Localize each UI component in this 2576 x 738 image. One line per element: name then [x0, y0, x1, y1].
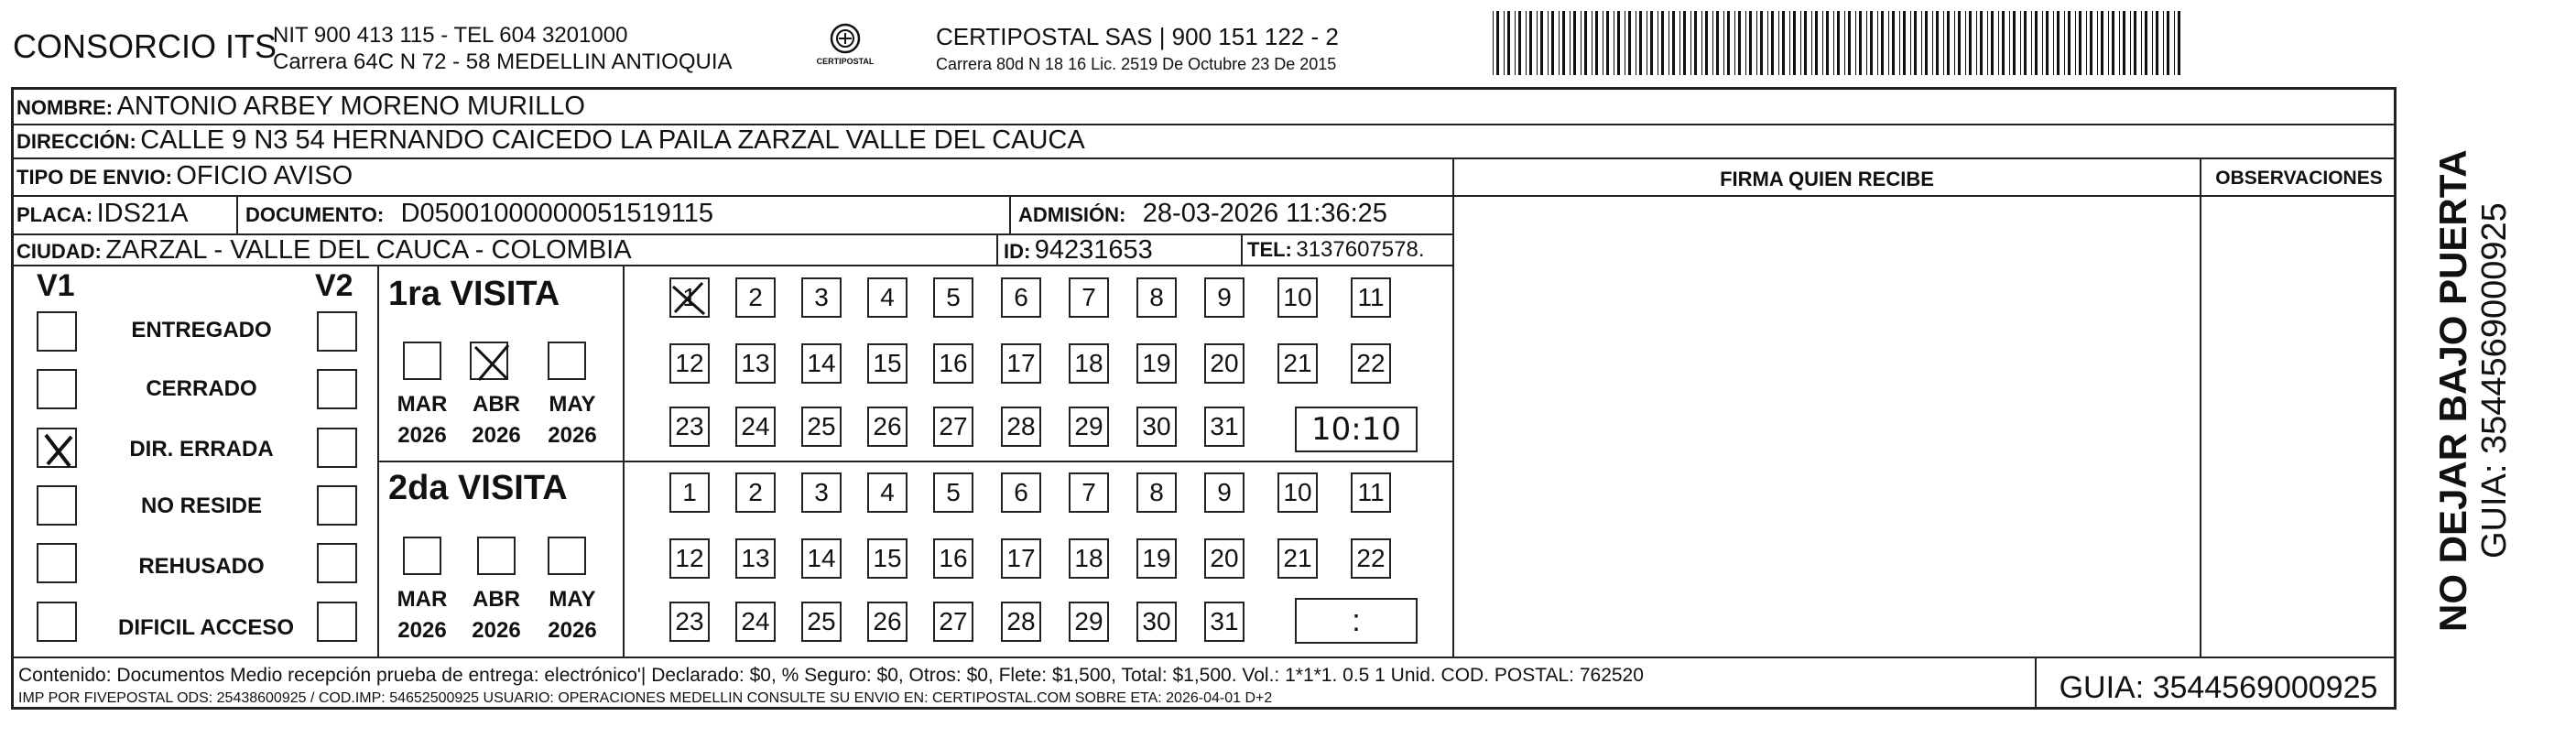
barcode-bar — [2020, 11, 2021, 75]
barcode-bar — [1822, 11, 1823, 75]
day-box-20[interactable]: 20 — [1204, 343, 1245, 384]
col-divider — [2035, 657, 2037, 710]
day-box-10[interactable]: 10 — [1277, 472, 1318, 513]
footer-info-line: IMP POR FIVEPOSTAL ODS: 25438600925 / COD.IMP: 54652500925 USUARIO: OPERACIONES MEDELLIN CONSULTE SU ENVIO EN: CERTIPOSTAL.COM SOBRE ETA: 2026-04-01 D+2 — [18, 690, 1273, 706]
day-box-15[interactable]: 15 — [867, 343, 908, 384]
barcode-bar — [1947, 11, 1950, 75]
barcode-bar — [1870, 11, 1873, 75]
admision-row — [1018, 199, 1387, 229]
barcode-bar — [1537, 11, 1538, 75]
row-divider — [11, 195, 1452, 197]
barcode-bar — [2079, 11, 2081, 75]
v1-checkbox-entregado[interactable] — [37, 311, 77, 352]
day-box-25[interactable]: 25 — [801, 602, 842, 642]
barcode-bar — [1815, 11, 1818, 75]
barcode-bar — [1789, 11, 1790, 75]
day-box-1[interactable]: 1 — [669, 277, 710, 318]
barcode-bar — [1954, 11, 1955, 75]
col-divider — [1009, 195, 1011, 233]
nombre-row — [16, 92, 585, 122]
barcode-bar — [1811, 11, 1812, 75]
day-box-14[interactable]: 14 — [801, 538, 842, 579]
status-label: ENTREGADO — [131, 318, 272, 342]
day-box-24[interactable]: 24 — [735, 407, 776, 447]
second-visit-month-abr[interactable] — [477, 537, 516, 575]
barcode-bar — [2156, 11, 2158, 75]
day-box-19[interactable]: 19 — [1136, 343, 1177, 384]
barcode-bar — [1991, 11, 1994, 75]
day-box-27[interactable]: 27 — [933, 602, 973, 642]
first-visit-month-abr[interactable] — [470, 342, 508, 380]
day-box-22[interactable]: 22 — [1351, 538, 1391, 579]
id-row — [1004, 235, 1153, 266]
barcode-bar — [1848, 11, 1851, 75]
barcode-bar — [1756, 11, 1757, 75]
second-visit-title: 2da VISITA — [388, 469, 568, 507]
day-box-1[interactable]: 1 — [669, 472, 710, 513]
barcode-bar — [1504, 11, 1505, 75]
footer-guia: GUIA: 3544569000925 — [2059, 670, 2378, 705]
barcode-bar — [1899, 11, 1900, 75]
barcode-bar — [2130, 11, 2131, 75]
day-box-15[interactable]: 15 — [867, 538, 908, 579]
status-label: CERRADO — [146, 376, 257, 401]
barcode-bar — [2163, 11, 2164, 75]
barcode-bar — [1734, 11, 1735, 75]
placa-label: PLACA: — [16, 203, 93, 226]
certipostal-logo — [804, 22, 886, 70]
barcode-bar — [1515, 11, 1516, 75]
firma-header: FIRMA QUIEN RECIBE — [1720, 168, 1934, 190]
status-label: NO RESIDE — [140, 494, 263, 518]
barcode-bar — [1650, 11, 1653, 75]
nombre-value: ANTONIO ARBEY MORENO MURILLO — [116, 92, 585, 121]
barcode-bar — [1965, 11, 1966, 75]
day-box-13[interactable]: 13 — [735, 343, 776, 384]
logo-caption: CERTIPOSTAL — [816, 57, 875, 66]
day-box-2[interactable]: 2 — [735, 277, 776, 318]
day-box-17[interactable]: 17 — [1001, 343, 1041, 384]
direccion-value: CALLE 9 N3 54 HERNANDO CAICEDO LA PAILA ZARZAL VALLE DEL CAUCA — [140, 125, 1085, 155]
barcode-bar — [1888, 11, 1889, 75]
barcode-bar — [1855, 11, 1856, 75]
barcode-bar — [2108, 11, 2109, 75]
v1-checkbox-rehusado[interactable] — [37, 543, 77, 583]
second-visit-month-may[interactable] — [548, 537, 586, 575]
barcode-bar — [1804, 11, 1807, 75]
barcode-bar — [1701, 11, 1702, 75]
barcode-bar — [1595, 11, 1598, 75]
day-box-23[interactable]: 23 — [669, 407, 710, 447]
day-box-31[interactable]: 31 — [1204, 602, 1245, 642]
footer-content-line: Contenido: Documentos Medio recepción prueba de entrega: electrónico'| Declarado: $0, % Seguro: $0, Otros: $0, Flete: $1,500, Total: $1,500. Vol.: 1*1*1. 0.5 1 Unid. COD. POSTAL: 762520 — [18, 665, 1644, 686]
status-label: DIFICIL ACCESO — [117, 615, 294, 640]
barcode-bar — [1694, 11, 1697, 75]
day-box-4[interactable]: 4 — [867, 472, 908, 513]
id-value: 94231653 — [1034, 235, 1153, 265]
barcode-bar — [2174, 11, 2175, 75]
barcode-bar — [1548, 11, 1549, 75]
barcode-bar — [2167, 11, 2169, 75]
barcode-bar — [1760, 11, 1763, 75]
barcode-bar — [2046, 11, 2049, 75]
day-box-28[interactable]: 28 — [1001, 602, 1041, 642]
year-label: 2026 — [548, 423, 597, 448]
direccion-row — [16, 125, 1085, 156]
barcode-bar — [1496, 11, 1499, 75]
v2-checkbox-entregado[interactable] — [317, 311, 357, 352]
barcode-bar — [1690, 11, 1691, 75]
barcode-bar — [1668, 11, 1669, 75]
barcode-bar — [2086, 11, 2087, 75]
barcode-bar — [1526, 11, 1527, 75]
barcode-bar — [1573, 11, 1576, 75]
day-box-9[interactable]: 9 — [1204, 472, 1245, 513]
barcode-bar — [1833, 11, 1834, 75]
day-box-23[interactable]: 23 — [669, 602, 710, 642]
day-box-10[interactable]: 10 — [1277, 277, 1318, 318]
tipo-label: TIPO DE ENVIO: — [16, 166, 172, 189]
barcode-bar — [1529, 11, 1532, 75]
documento-label: DOCUMENTO: — [245, 203, 385, 226]
first-visit-time-box[interactable]: 10:10 — [1295, 407, 1418, 452]
day-box-29[interactable]: 29 — [1069, 602, 1109, 642]
nombre-label: NOMBRE: — [16, 96, 114, 119]
barcode-bar — [1877, 11, 1878, 75]
barcode-bar — [2009, 11, 2010, 75]
barcode-bar — [1936, 11, 1939, 75]
year-label: 2026 — [397, 618, 447, 643]
barcode-bar — [2064, 11, 2065, 75]
day-box-30[interactable]: 30 — [1136, 602, 1177, 642]
day-box-29[interactable]: 29 — [1069, 407, 1109, 447]
year-label: 2026 — [397, 423, 447, 448]
v2-checkbox-cerrado[interactable] — [317, 369, 357, 409]
barcode-bar — [1771, 11, 1774, 75]
day-box-16[interactable]: 16 — [933, 538, 973, 579]
v2-checkbox-no-reside[interactable] — [317, 485, 357, 526]
day-box-7[interactable]: 7 — [1069, 472, 1109, 513]
row-divider — [11, 157, 2397, 159]
day-box-30[interactable]: 30 — [1136, 407, 1177, 447]
barcode — [1493, 11, 2189, 75]
placa-row — [16, 199, 189, 229]
day-box-26[interactable]: 26 — [867, 407, 908, 447]
barcode-bar — [1617, 11, 1620, 75]
barcode-bar — [2178, 11, 2180, 75]
v2-checkbox-dificil-acceso[interactable] — [317, 602, 357, 642]
barcode-bar — [1745, 11, 1746, 75]
documento-row — [245, 199, 713, 229]
day-box-5[interactable]: 5 — [933, 472, 973, 513]
barcode-bar — [1903, 11, 1906, 75]
day-box-11[interactable]: 11 — [1351, 277, 1391, 318]
barcode-bar — [2101, 11, 2103, 75]
day-box-20[interactable]: 20 — [1204, 538, 1245, 579]
side-warning-text: NO DEJAR BAJO PUERTA — [2431, 149, 2474, 632]
barcode-bar — [1943, 11, 1944, 75]
day-box-18[interactable]: 18 — [1069, 343, 1109, 384]
barcode-bar — [1969, 11, 1972, 75]
day-box-9[interactable]: 9 — [1204, 277, 1245, 318]
day-box-16[interactable]: 16 — [933, 343, 973, 384]
v2-header: V2 — [315, 268, 353, 303]
day-box-27[interactable]: 27 — [933, 407, 973, 447]
year-label: 2026 — [548, 618, 597, 643]
check-mark-icon — [669, 277, 710, 318]
barcode-bar — [1727, 11, 1730, 75]
barcode-bar — [1540, 11, 1543, 75]
month-label: MAY — [549, 587, 596, 612]
side-guia-text: GUIA: 3544569000925 — [2475, 202, 2514, 559]
direccion-label: DIRECCIÓN: — [16, 130, 136, 153]
col-divider — [1241, 233, 1243, 265]
barcode-bar — [1767, 11, 1768, 75]
second-visit-time-box[interactable]: : — [1295, 598, 1418, 644]
day-box-24[interactable]: 24 — [735, 602, 776, 642]
documento-value: D05001000000051519115 — [400, 199, 713, 228]
barcode-bar — [1628, 11, 1631, 75]
barcode-bar — [1679, 11, 1680, 75]
observaciones-header: OBSERVACIONES — [2215, 168, 2383, 189]
year-label: 2026 — [472, 618, 521, 643]
col-divider — [2200, 157, 2201, 657]
col-divider — [1452, 157, 1454, 657]
barcode-bar — [2042, 11, 2043, 75]
barcode-bar — [2123, 11, 2125, 75]
barcode-bar — [2145, 11, 2147, 75]
col-divider — [236, 195, 238, 233]
row-divider — [1454, 195, 2397, 197]
day-box-11[interactable]: 11 — [1351, 472, 1391, 513]
barcode-bar — [1493, 11, 1494, 75]
barcode-bar — [1705, 11, 1708, 75]
barcode-bar — [2053, 11, 2054, 75]
barcode-bar — [1562, 11, 1565, 75]
barcode-bar — [1925, 11, 1928, 75]
tel-label: TEL: — [1247, 238, 1292, 261]
second-visit-month-mar[interactable] — [403, 537, 441, 575]
barcode-bar — [2013, 11, 2016, 75]
day-box-19[interactable]: 19 — [1136, 538, 1177, 579]
v2-checkbox-dir-errada[interactable] — [317, 428, 357, 468]
barcode-bar — [2035, 11, 2038, 75]
check-mark-icon — [38, 429, 79, 470]
v1-checkbox-no-reside[interactable] — [37, 485, 77, 526]
barcode-bar — [1976, 11, 1977, 75]
day-box-28[interactable]: 28 — [1001, 407, 1041, 447]
day-box-3[interactable]: 3 — [801, 472, 842, 513]
day-box-13[interactable]: 13 — [735, 538, 776, 579]
nit-line-1: NIT 900 413 115 - TEL 604 3201000 — [273, 23, 628, 48]
barcode-bar — [1778, 11, 1779, 75]
row-divider — [377, 461, 1452, 462]
admision-label: ADMISIÓN: — [1018, 203, 1126, 226]
barcode-bar — [1584, 11, 1587, 75]
day-box-18[interactable]: 18 — [1069, 538, 1109, 579]
month-label: ABR — [473, 392, 520, 417]
col-divider — [996, 233, 998, 265]
barcode-bar — [1837, 11, 1840, 75]
barcode-bar — [1914, 11, 1917, 75]
first-visit-title: 1ra VISITA — [388, 275, 560, 313]
first-visit-month-may[interactable] — [548, 342, 586, 380]
barcode-bar — [1738, 11, 1741, 75]
day-box-25[interactable]: 25 — [801, 407, 842, 447]
barcode-bar — [1782, 11, 1785, 75]
status-label: REHUSADO — [138, 554, 265, 579]
barcode-bar — [1826, 11, 1829, 75]
barcode-bar — [2075, 11, 2076, 75]
barcode-bar — [1910, 11, 1911, 75]
id-label: ID: — [1004, 240, 1031, 263]
barcode-bar — [2002, 11, 2005, 75]
nit-line-2: Carrera 64C N 72 - 58 MEDELLIN ANTIOQUIA — [273, 49, 733, 74]
v1-checkbox-dir-errada[interactable] — [37, 428, 77, 468]
barcode-bar — [1892, 11, 1895, 75]
barcode-bar — [2031, 11, 2032, 75]
barcode-bar — [1723, 11, 1724, 75]
day-box-6[interactable]: 6 — [1001, 472, 1041, 513]
barcode-bar — [1998, 11, 1999, 75]
barcode-bar — [2068, 11, 2071, 75]
admision-value: 28-03-2026 11:36:25 — [1142, 199, 1387, 228]
day-box-12[interactable]: 12 — [669, 343, 710, 384]
barcode-bar — [1712, 11, 1713, 75]
barcode-bar — [2119, 11, 2120, 75]
barcode-bar — [1987, 11, 1988, 75]
barcode-bar — [1559, 11, 1560, 75]
barcode-bar — [1551, 11, 1554, 75]
v2-checkbox-rehusado[interactable] — [317, 543, 357, 583]
tipo-value: OFICIO AVISO — [176, 161, 353, 190]
day-box-12[interactable]: 12 — [669, 538, 710, 579]
barcode-bar — [1749, 11, 1752, 75]
day-box-4[interactable]: 4 — [867, 277, 908, 318]
day-box-14[interactable]: 14 — [801, 343, 842, 384]
day-box-8[interactable]: 8 — [1136, 277, 1177, 318]
day-box-7[interactable]: 7 — [1069, 277, 1109, 318]
ciudad-value: ZARZAL - VALLE DEL CAUCA - COLOMBIA — [105, 235, 632, 265]
day-box-6[interactable]: 6 — [1001, 277, 1041, 318]
barcode-bar — [1980, 11, 1983, 75]
day-box-31[interactable]: 31 — [1204, 407, 1245, 447]
row-divider — [11, 657, 2397, 658]
barcode-bar — [2057, 11, 2060, 75]
v1-checkbox-cerrado[interactable] — [37, 369, 77, 409]
barcode-bar — [2097, 11, 2098, 75]
ciudad-row — [16, 235, 632, 266]
barcode-bar — [1570, 11, 1571, 75]
day-box-22[interactable]: 22 — [1351, 343, 1391, 384]
day-box-8[interactable]: 8 — [1136, 472, 1177, 513]
barcode-bar — [1507, 11, 1510, 75]
barcode-bar — [1800, 11, 1801, 75]
barcode-bar — [1606, 11, 1609, 75]
barcode-bar — [1921, 11, 1922, 75]
day-box-21[interactable]: 21 — [1277, 343, 1318, 384]
day-box-17[interactable]: 17 — [1001, 538, 1041, 579]
tel-row — [1247, 237, 1425, 263]
barcode-bar — [1793, 11, 1796, 75]
month-label: MAR — [397, 587, 448, 612]
year-label: 2026 — [472, 423, 521, 448]
certipostal-line-2: Carrera 80d N 18 16 Lic. 2519 De Octubre 23 De 2015 — [936, 55, 1337, 73]
month-label: MAY — [549, 392, 596, 417]
status-label: DIR. ERRADA — [129, 437, 274, 461]
day-box-5[interactable]: 5 — [933, 277, 973, 318]
barcode-bar — [1672, 11, 1675, 75]
barcode-bar — [2141, 11, 2142, 75]
barcode-bar — [1859, 11, 1862, 75]
barcode-bar — [1639, 11, 1642, 75]
day-box-2[interactable]: 2 — [735, 472, 776, 513]
company-name: CONSORCIO ITS — [13, 27, 277, 65]
barcode-bar — [1932, 11, 1933, 75]
barcode-bar — [1958, 11, 1961, 75]
barcode-bar — [2024, 11, 2027, 75]
v1-header: V1 — [37, 268, 75, 303]
barcode-bar — [1683, 11, 1686, 75]
barcode-bar — [1661, 11, 1664, 75]
v1-checkbox-dificil-acceso[interactable] — [37, 602, 77, 642]
month-label: ABR — [473, 587, 520, 612]
certipostal-line-1: CERTIPOSTAL SAS | 900 151 122 - 2 — [936, 23, 1339, 50]
first-visit-month-mar[interactable] — [403, 342, 441, 380]
tel-value: 3137607578. — [1296, 237, 1425, 262]
barcode-bar — [2152, 11, 2153, 75]
day-box-26[interactable]: 26 — [867, 602, 908, 642]
month-label: MAR — [397, 392, 448, 417]
barcode-bar — [1844, 11, 1845, 75]
check-mark-icon — [472, 343, 510, 382]
barcode-bar — [1881, 11, 1884, 75]
barcode-bar — [1716, 11, 1719, 75]
day-box-3[interactable]: 3 — [801, 277, 842, 318]
placa-value: IDS21A — [96, 199, 189, 228]
barcode-bar — [2112, 11, 2114, 75]
tipo-row — [16, 161, 353, 191]
day-box-21[interactable]: 21 — [1277, 538, 1318, 579]
barcode-bar — [1866, 11, 1867, 75]
ciudad-label: CIUDAD: — [16, 240, 102, 263]
barcode-bar — [2134, 11, 2136, 75]
barcode-bar — [1518, 11, 1521, 75]
barcode-bar — [2090, 11, 2092, 75]
